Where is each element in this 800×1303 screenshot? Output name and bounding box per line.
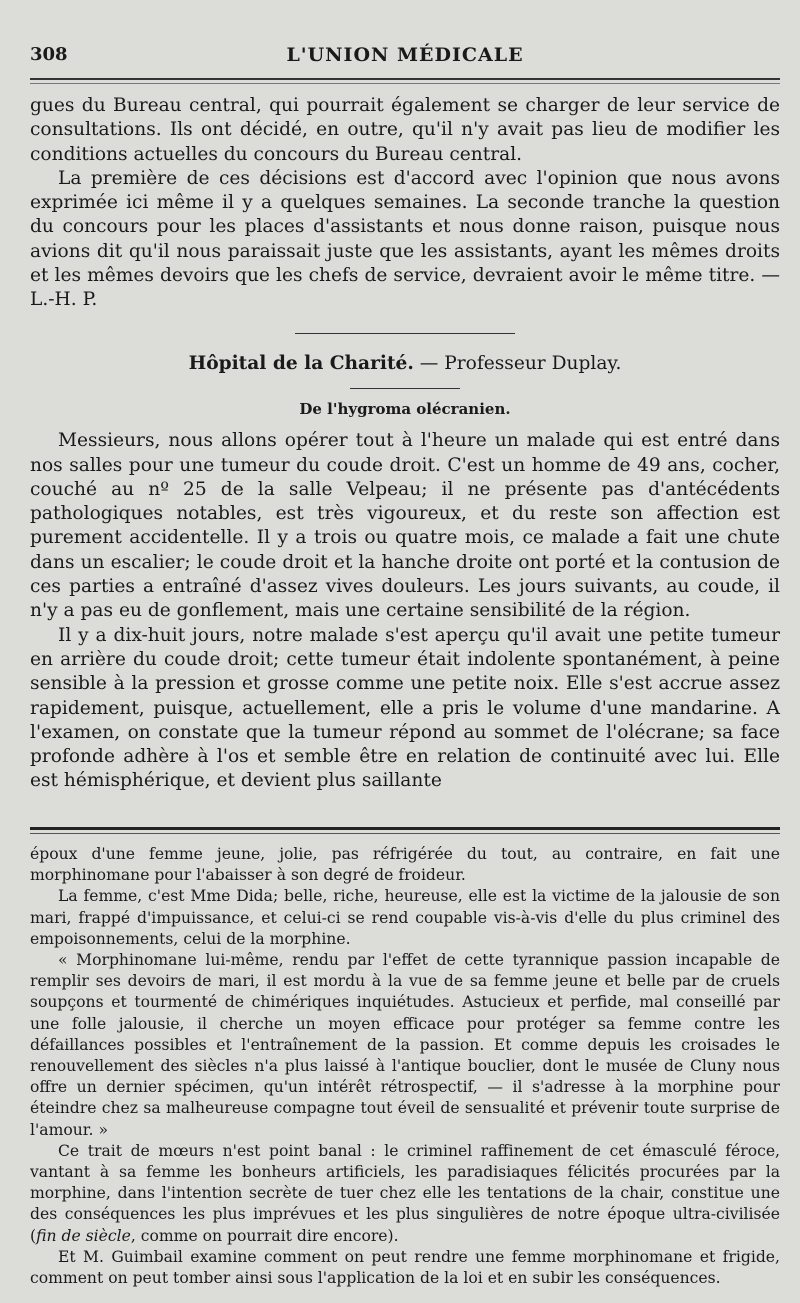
header-rule	[30, 78, 780, 80]
article-paragraph-2: Il y a dix-huit jours, notre malade s'est aperçu qu'il avait une petite tumeur en arrière du coude droit; cette tumeur était indolente spontanément, à peine sensible à la pression et grosse comme une petite noix. Elle s'est accrue assez rapidement, puisque, actuellement, elle a pris le volume d'une mandarine. A l'examen, on constate que la tumeur répond au sommet de l'olécrane; sa face profonde adhère à l'os et semble être en relation de continuité avec lui. Elle est hémisphérique, et devient plus saillante	[30, 624, 780, 792]
footnote-italic-phrase: fin de siècle	[36, 1226, 131, 1245]
intro-paragraph-2: La première de ces décisions est d'accord avec l'opinion que nous avons exprimée ici même il y a quelques semaines. La seconde tranche la question du concours pour les places d'assistants et nous donne raison, puisque nous avions dit qu'il nous paraissait juste que les assistants, ayant les mêmes droits et les mêmes devoirs que les chefs de service, devraient avoir le même titre. — L.-H. P.	[30, 167, 780, 311]
footnote-rule	[30, 827, 780, 830]
footnote-paragraph-2: La femme, c'est Mme Dida; belle, riche, heureuse, elle est la victime de la jalousie de son mari, frappé d'impuissance, et celui-ci se rend coupable vis-à-vis d'elle du plus criminel des empoisonnements, celui de la morphine.	[30, 887, 780, 948]
section-title	[30, 352, 780, 376]
header-rule-thin	[30, 83, 780, 84]
footnote-paragraph-5: Et M. Guimbail examine comment on peut rendre une femme morphinomane et frigide, comment on peut tomber ainsi sous l'application de la loi et en subir les conséquences.	[30, 1247, 780, 1288]
footnote-paragraph-3: « Morphinomane lui-même, rendu par l'effet de cette tyrannique passion incapable de remplir ses devoirs de mari, il est mordu à la vue de sa femme jeune et belle par de cruels soupçons et tourmenté de chimériques inquiétudes. Astucieux et perfide, mal conseillé par une folle jalousie, il cherche un moyen efficace pour protéger sa femme contre les défaillances possibles et l'entraînement de la passion. Et comme depuis les croisades le renouvellement des siècles n'a plus laissé à l'antique bouclier, dont le musée de Cluny nous offre un dernier spécimen, qu'un intérêt rétrospectif, — il s'adresse à la morphine pour éteindre chez sa malheureuse compagne tout éveil de sensualité et prévenir toute surprise de l'amour. »	[30, 951, 780, 1139]
footnote-rule-thin	[30, 833, 780, 834]
footnote-paragraph-4	[30, 1141, 780, 1247]
page-number: 308	[30, 44, 68, 65]
footnote-paragraph-4-end: , comme on pourrait dire encore).	[130, 1226, 399, 1245]
article-paragraph-1: Messieurs, nous allons opérer tout à l'heure un malade qui est entré dans nos salles pour une tumeur du coude droit. C'est un homme de 49 ans, cocher, couché au nº 25 de la salle Velpeau; il ne présente pas d'antécédents pathologiques notables, est très vigoureux, et du reste son affection est purement accidentelle. Il y a trois ou quatre mois, ce malade a fait une chute dans un escalier; le coude droit et la hanche droite ont porté et la contusion de ces parties a entraîné d'assez vives douleurs. Les jours suivants, au coude, il n'y a pas eu de gonflement, mais une certaine sensibilité de la région.	[30, 430, 780, 622]
professor-name: Duplay.	[551, 352, 622, 374]
hospital-name: Hôpital de la Charité.	[188, 352, 414, 374]
footnote-text	[30, 844, 780, 1289]
running-title: L'UNION MÉDICALE	[286, 44, 524, 66]
article-subtitle: De l'hygroma olécranien.	[299, 399, 511, 418]
footnote-paragraph-4-text: Ce trait de mœurs n'est point banal : le criminel raffinement de cet émasculé féroce, vantant à sa femme les bonheurs artificiels, les paradisiaques félicités procurées par la morphine, dans l'intention secrète de tuer chez elle les tentations de la chair, constitue une des conséquences les plus imprévues et les plus singulières de notre époque ultra-civilisée (	[30, 1141, 780, 1245]
footnote-paragraph-1: époux d'une femme jeune, jolie, pas réfrigérée du tout, au contraire, en fait une morphinomane pour l'abaisser à son degré de froideur.	[30, 845, 780, 885]
section-divider	[295, 333, 515, 334]
title-dash: — Professeur	[413, 352, 552, 374]
page-header	[30, 44, 780, 74]
subtitle-divider	[350, 388, 460, 389]
intro-paragraph-1: gues du Bureau central, qui pourrait également se charger de leur service de consultations. Ils ont décidé, en outre, qu'il n'y avait pas lieu de modifier les conditions actuelles du concours du Bureau central.	[30, 95, 780, 165]
main-text	[30, 94, 780, 794]
